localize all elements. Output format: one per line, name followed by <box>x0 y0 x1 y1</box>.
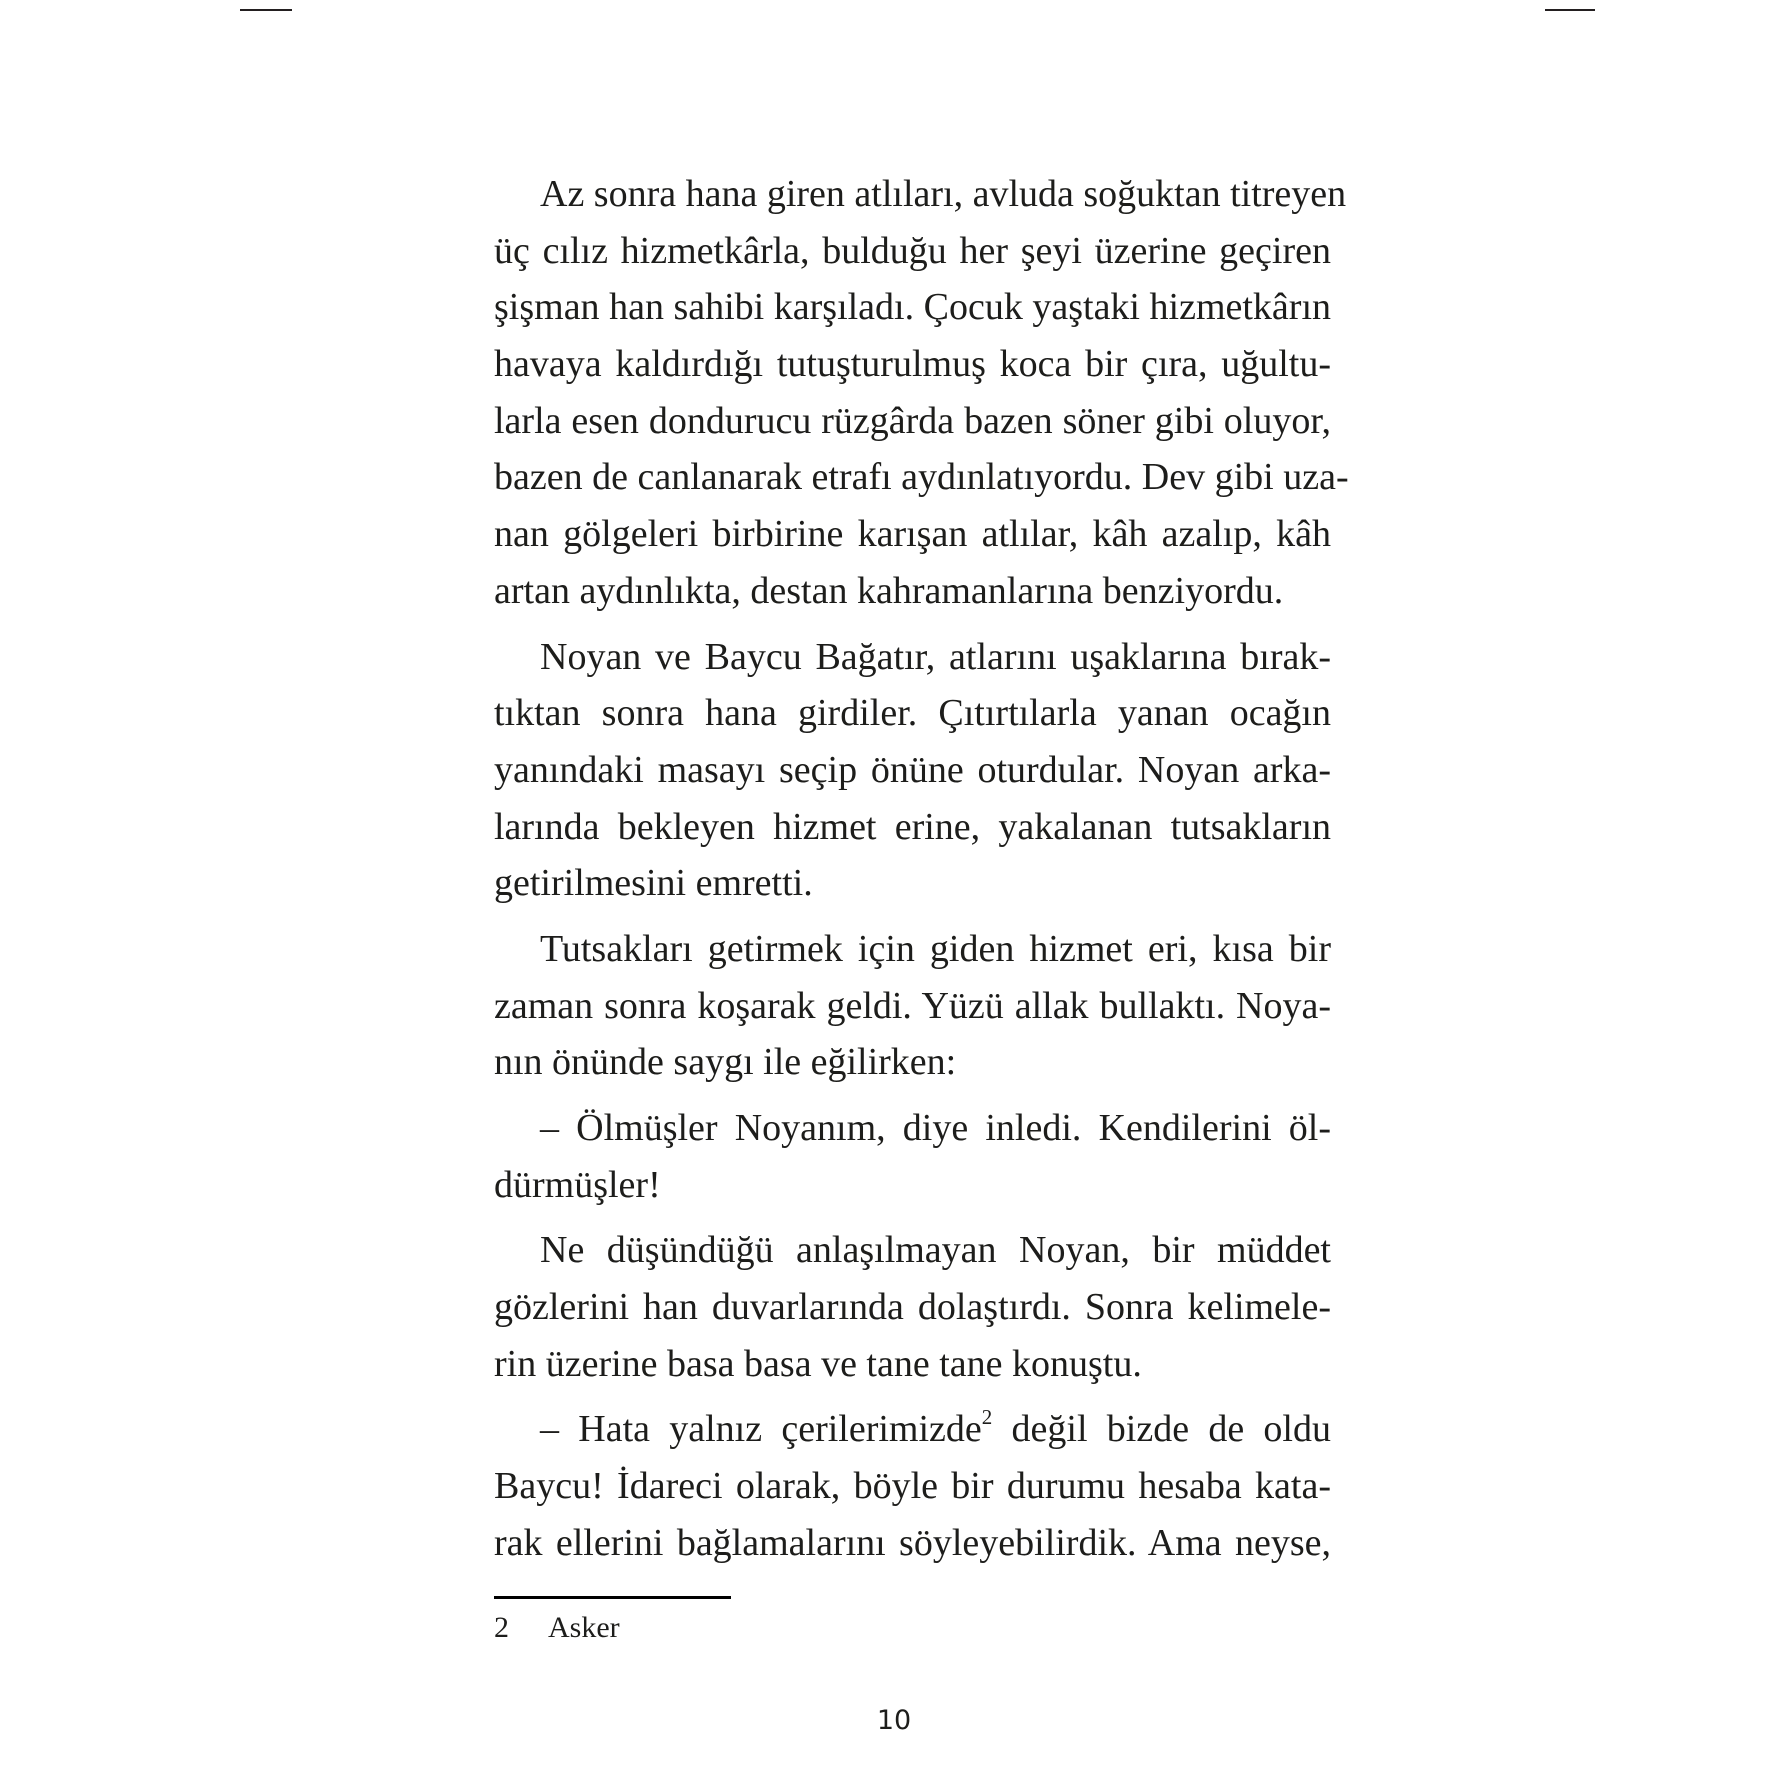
dialogue-paragraph <box>494 1401 1331 1571</box>
text-line: yanındaki masayı seçip önüne oturdular. Noyan arka- <box>494 748 1331 791</box>
footnote-rule <box>494 1596 731 1599</box>
text-line: rak ellerini bağlamalarını söyleyebilirdik. Ama neyse, <box>494 1521 1331 1564</box>
paragraph <box>494 1222 1331 1392</box>
text-line: şişman han sahibi karşıladı. Çocuk yaştaki hizmetkârın <box>494 286 1331 329</box>
text-segment: – Hata yalnız çerilerimizde <box>540 1408 982 1451</box>
text-line: rin üzerine basa basa ve tane tane konuştu. <box>494 1342 1142 1385</box>
text-line: – Ölmüşler Noyanım, diye inledi. Kendilerini öl- <box>540 1107 1331 1149</box>
text-line: larında bekleyen hizmet erine, yakalanan tutsakların <box>494 805 1331 848</box>
text-line: larla esen dondurucu rüzgârda bazen söner gibi oluyor, <box>494 399 1331 442</box>
crop-mark-left <box>240 9 292 11</box>
paragraph <box>494 166 1349 620</box>
crop-mark-right <box>1545 9 1595 11</box>
text-line: dürmüşler! <box>494 1163 661 1206</box>
text-line: nın önünde saygı ile eğilirken: <box>494 1041 957 1084</box>
footnote-number: 2 <box>494 1611 509 1644</box>
paragraph <box>494 921 1331 1091</box>
text-line: artan aydınlıkta, destan kahramanlarına benziyordu. <box>494 569 1284 612</box>
footnote <box>494 1608 620 1648</box>
paragraph <box>494 629 1331 912</box>
body-text <box>494 166 1349 1572</box>
page-number: 10 <box>876 1705 912 1736</box>
text-line: havaya kaldırdığı tutuşturulmuş koca bir çıra, uğultu- <box>494 343 1331 386</box>
text-line: nan gölgeleri birbirine karışan atlılar, kâh azalıp, kâh <box>494 513 1331 556</box>
text-line: Ne düşündüğü anlaşılmayan Noyan, bir müddet <box>540 1229 1331 1272</box>
text-line: zaman sonra koşarak geldi. Yüzü allak bullaktı. Noya- <box>494 984 1331 1027</box>
text-line: gözlerini han duvarlarında dolaştırdı. Sonra kelimele- <box>494 1286 1331 1329</box>
text-line: tıktan sonra hana girdiler. Çıtırtılarla yanan ocağın <box>494 692 1331 735</box>
text-line: Noyan ve Baycu Bağatır, atlarını uşaklarına bırak- <box>540 635 1331 678</box>
text-line: getirilmesini emretti. <box>494 862 813 905</box>
text-line: Tutsakları getirmek için giden hizmet eri, kısa bir <box>540 927 1331 970</box>
footnote-reference[interactable]: 2 <box>981 1405 993 1430</box>
text-line: üç cılız hizmetkârla, bulduğu her şeyi üzerine geçiren <box>494 229 1331 272</box>
text-line: Baycu! İdareci olarak, böyle bir durumu hesaba kata- <box>494 1465 1331 1508</box>
footnote-text: Asker <box>548 1611 620 1644</box>
text-line: bazen de canlanarak etrafı aydınlatıyordu. Dev gibi uza- <box>494 456 1349 499</box>
text-segment: değil bizde de oldu <box>992 1408 1331 1451</box>
text-line <box>494 1401 1331 1458</box>
text-line: Az sonra hana giren atlıları, avluda soğuktan titreyen <box>540 173 1347 215</box>
dialogue-paragraph <box>494 1100 1331 1213</box>
